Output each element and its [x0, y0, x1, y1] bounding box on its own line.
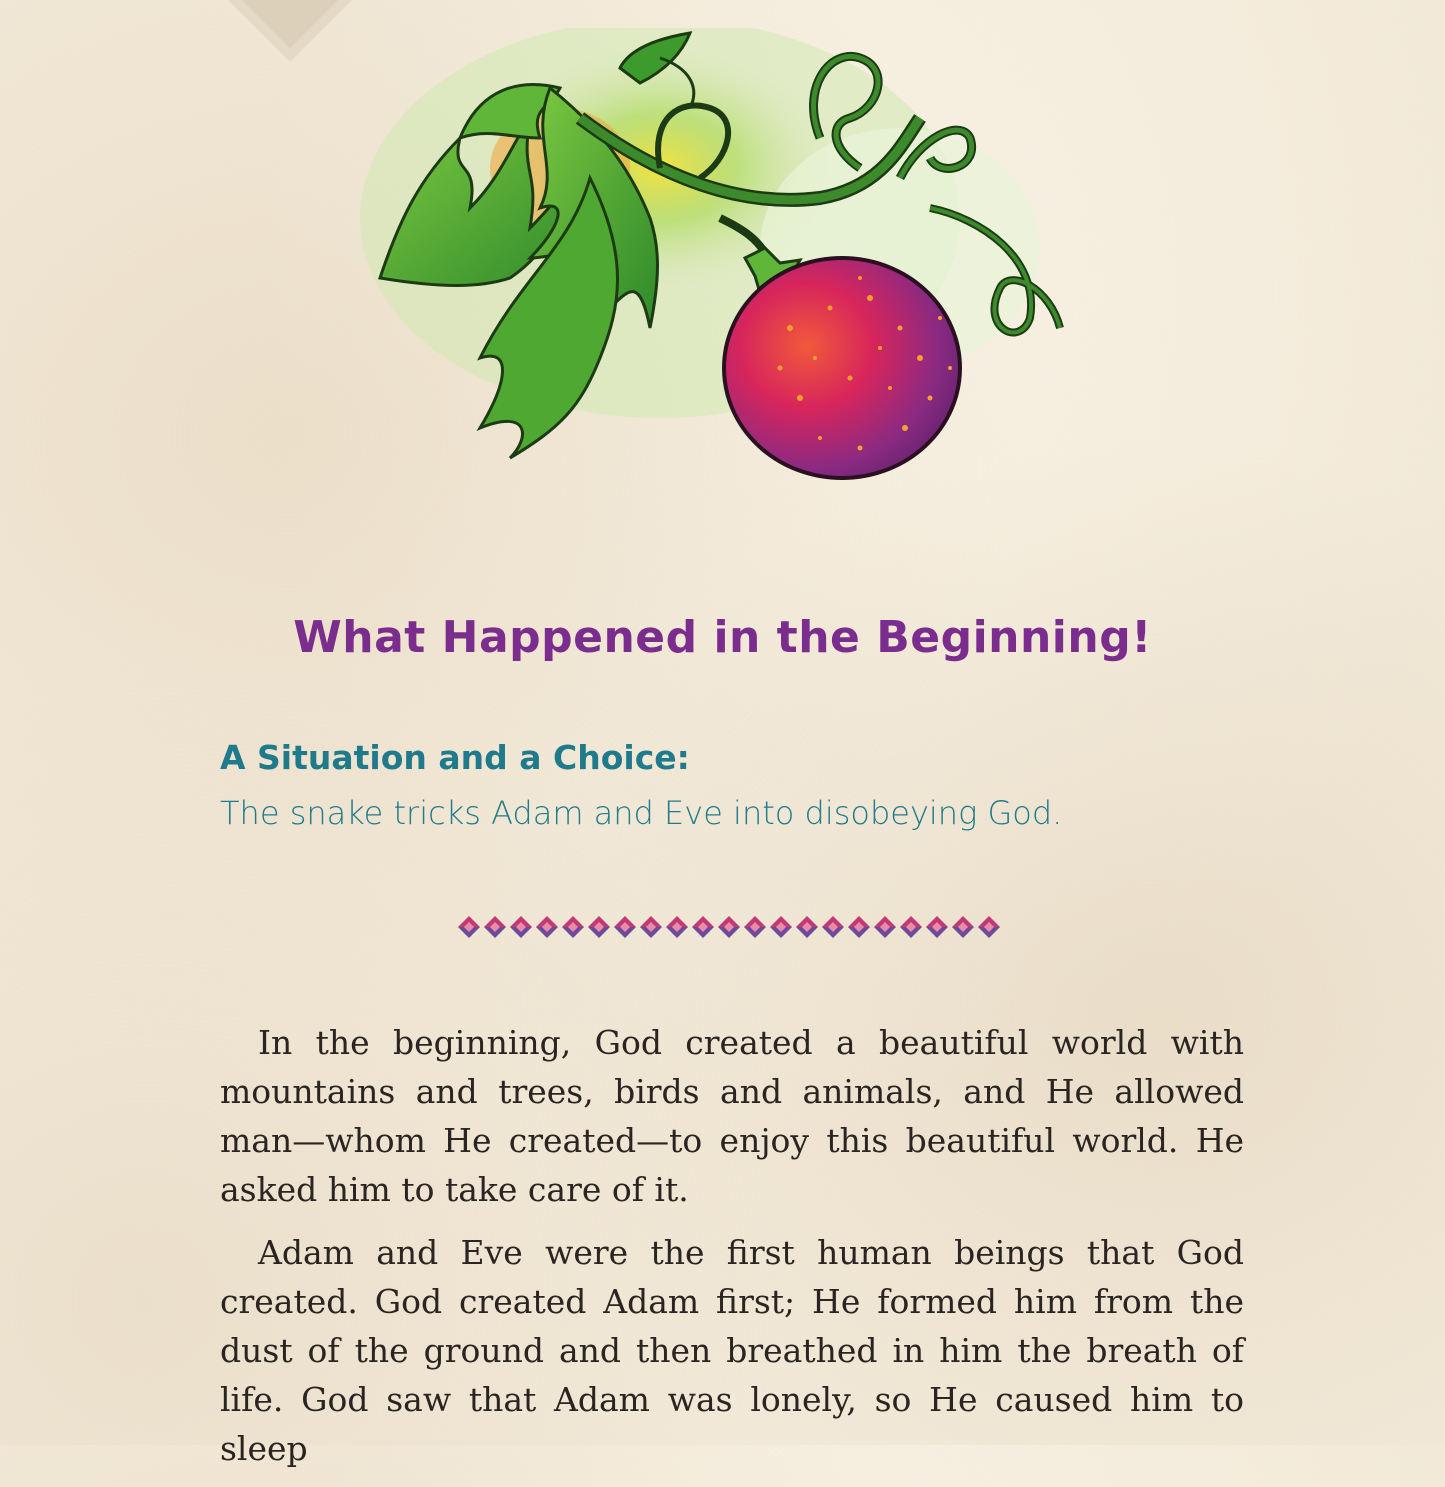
divider-diamond — [848, 916, 870, 938]
section-subhead: A Situation and a Choice: — [220, 738, 690, 777]
paragraph: Adam and Eve were the first human beings that God created. God created Adam first; He formed him from the dust of the ground and then breathed in him the breath of life. God saw that Adam was lonely, so He caused him to sleep — [220, 1233, 1244, 1468]
story-text — [220, 1018, 1244, 1487]
divider-diamond — [952, 916, 974, 938]
divider-diamond — [796, 916, 818, 938]
page-title: What Happened in the Beginning! — [293, 612, 1152, 663]
divider-diamond — [614, 916, 636, 938]
divider-diamond — [718, 916, 740, 938]
divider-diamond — [510, 916, 532, 938]
corner-ornament — [228, 0, 352, 62]
divider-diamond — [770, 916, 792, 938]
divider-diamond — [458, 916, 480, 938]
divider-diamond — [978, 916, 1000, 938]
divider-diamond — [744, 916, 766, 938]
fruit-branch-illustration — [360, 28, 1100, 488]
divider-diamond — [536, 916, 558, 938]
divider-diamond — [692, 916, 714, 938]
divider-diamond — [588, 916, 610, 938]
divider-diamond — [874, 916, 896, 938]
divider-diamond — [900, 916, 922, 938]
divider-diamond — [484, 916, 506, 938]
paragraph: In the beginning, God created a beautiful world with mountains and trees, birds and animals, and He allowed man—whom He created—to enjoy this beautiful world. He asked him to take care of it. — [220, 1023, 1244, 1209]
section-summary: The snake tricks Adam and Eve into disobeying God. — [220, 794, 1063, 832]
divider-diamond — [666, 916, 688, 938]
diamond-divider — [456, 914, 1008, 940]
divider-diamond — [822, 916, 844, 938]
divider-diamond — [926, 916, 948, 938]
divider-diamond — [640, 916, 662, 938]
divider-diamond — [562, 916, 584, 938]
